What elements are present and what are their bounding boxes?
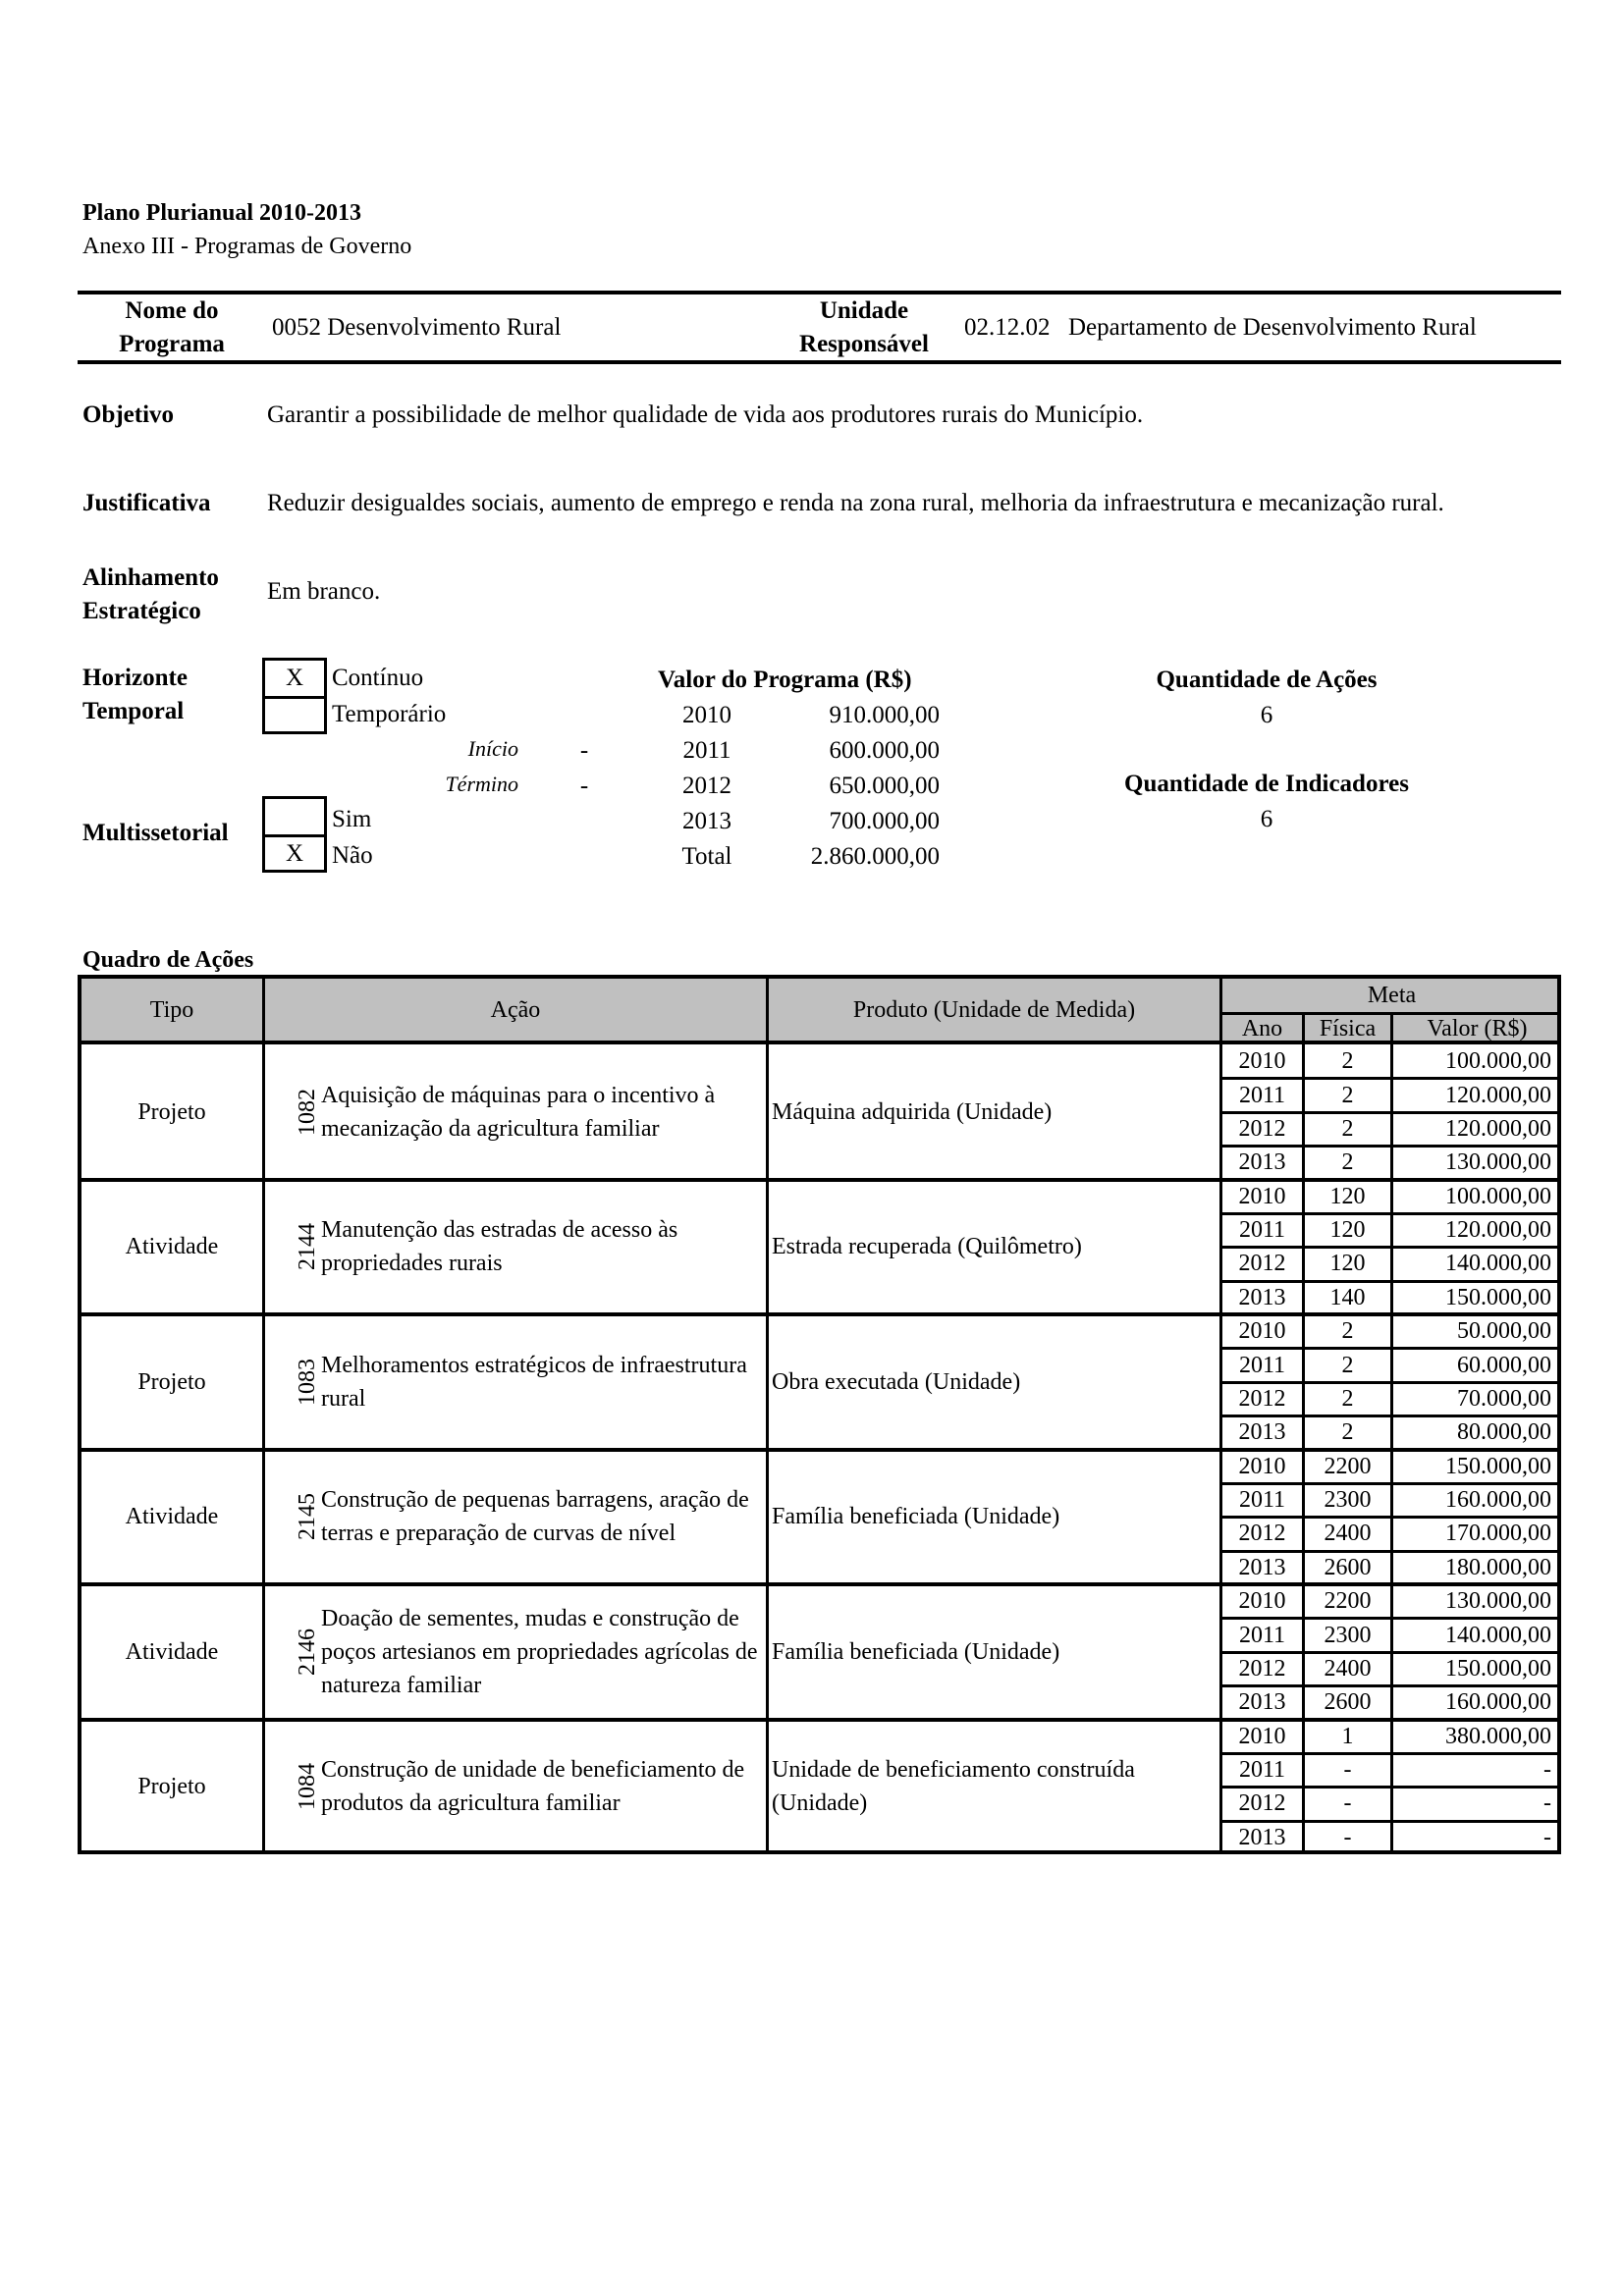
action-product: Família beneficiada (Unidade) <box>772 1638 1060 1665</box>
meta-value: 50.000,00 <box>1457 1318 1551 1345</box>
responsible-unit-label: Unidade Responsável <box>799 297 929 357</box>
program-value-total-amount: 2.860.000,00 <box>810 843 940 870</box>
program-value-year: 2011 <box>682 737 731 764</box>
meta-year: 2011 <box>1238 1352 1286 1378</box>
meta-value: 130.000,00 <box>1445 1149 1551 1176</box>
action-description: Construção de unidade de beneficiamento de produtos da agricultura familiar <box>321 1757 745 1817</box>
meta-physical: 2200 <box>1324 1453 1372 1479</box>
meta-year: 2012 <box>1238 1521 1286 1547</box>
indicators-count-value: 6 <box>1260 806 1273 832</box>
program-value-amount: 910.000,00 <box>829 702 940 728</box>
program-value-year: 2013 <box>682 808 731 834</box>
actions-count-label: Quantidade de Ações <box>1156 667 1378 693</box>
meta-year: 2013 <box>1238 1554 1286 1580</box>
action-code: 2145 <box>295 1493 320 1541</box>
action-code: 1083 <box>295 1358 320 1406</box>
action-description: Aquisição de máquinas para o incentivo à mecanização da agricultura familiar <box>321 1082 716 1142</box>
action-description: Doação de sementes, mudas e construção de poços artesianos em propriedades agrícolas de natureza familiar <box>321 1605 758 1698</box>
meta-value: 120.000,00 <box>1445 1217 1551 1244</box>
program-value-total-label: Total <box>681 843 732 870</box>
multisectoral-label: Multissetorial <box>82 820 229 846</box>
meta-year: 2013 <box>1238 1419 1286 1446</box>
meta-value: - <box>1543 1757 1551 1784</box>
meta-value: 150.000,00 <box>1445 1453 1551 1479</box>
program-value-amount: 600.000,00 <box>829 737 940 764</box>
meta-value: 100.000,00 <box>1445 1183 1551 1209</box>
meta-value: 70.000,00 <box>1457 1385 1551 1412</box>
action-description: Manutenção das estradas de acesso às propriedades rurais <box>321 1217 678 1277</box>
program-value-year: 2010 <box>682 702 731 728</box>
program-value-year: 2012 <box>682 773 731 799</box>
meta-value: - <box>1543 1824 1551 1850</box>
meta-physical: 120 <box>1329 1217 1366 1244</box>
meta-physical: 2 <box>1341 1115 1354 1142</box>
meta-year: 2011 <box>1238 1757 1286 1784</box>
meta-year: 2010 <box>1238 1183 1286 1209</box>
meta-physical: 2400 <box>1324 1655 1372 1682</box>
objective-value: Garantir a possibilidade de melhor qualidade de vida aos produtores rurais do Município. <box>267 401 1144 428</box>
meta-physical: - <box>1343 1790 1352 1817</box>
action-product: Estrada recuperada (Quilômetro) <box>772 1234 1082 1260</box>
no-option-label: Não <box>332 842 373 869</box>
column-header-meta: Meta <box>1367 983 1417 1008</box>
meta-physical: 2300 <box>1324 1487 1372 1514</box>
meta-value: 170.000,00 <box>1445 1521 1551 1547</box>
column-header-fisica: Física <box>1319 1016 1377 1041</box>
action-type: Projeto <box>137 1368 206 1395</box>
meta-value: 130.000,00 <box>1445 1588 1551 1615</box>
time-horizon-checkbox-group <box>262 658 327 734</box>
meta-year: 2011 <box>1238 1082 1286 1108</box>
meta-physical: 2400 <box>1324 1521 1372 1547</box>
yes-option-label: Sim <box>332 806 372 832</box>
column-header-tipo: Tipo <box>149 997 194 1023</box>
action-product: Obra executada (Unidade) <box>772 1368 1021 1395</box>
meta-year: 2011 <box>1238 1487 1286 1514</box>
start-label: Início <box>467 736 518 761</box>
program-value-amount: 700.000,00 <box>829 808 940 834</box>
meta-year: 2010 <box>1238 1318 1286 1345</box>
meta-value: 160.000,00 <box>1445 1487 1551 1514</box>
meta-year: 2010 <box>1238 1588 1286 1615</box>
column-header-ano: Ano <box>1241 1016 1283 1041</box>
meta-physical: 140 <box>1329 1284 1366 1310</box>
action-description: Melhoramentos estratégicos de infraestrutura rural <box>321 1352 747 1412</box>
strategic-alignment-label: Alinhamento Estratégico <box>82 564 219 624</box>
meta-value: 120.000,00 <box>1445 1082 1551 1108</box>
meta-year: 2013 <box>1238 1689 1286 1716</box>
program-value-amount: 650.000,00 <box>829 773 940 799</box>
meta-physical: 2 <box>1341 1082 1354 1108</box>
temporary-checkbox[interactable] <box>265 696 324 731</box>
continuous-option-label: Contínuo <box>332 665 424 691</box>
actions-table-title: Quadro de Ações <box>82 947 254 973</box>
action-code: 1082 <box>295 1088 320 1136</box>
meta-value: 160.000,00 <box>1445 1689 1551 1716</box>
action-type: Projeto <box>137 1098 206 1125</box>
meta-physical: 2600 <box>1324 1689 1372 1716</box>
action-product: Unidade de beneficiamento construída (Unidade) <box>772 1757 1135 1817</box>
responsible-unit-value: Departamento de Desenvolvimento Rural <box>1068 314 1477 341</box>
no-checkbox[interactable]: X <box>265 834 324 870</box>
meta-year: 2013 <box>1238 1284 1286 1310</box>
justification-value: Reduzir desigualdes sociais, aumento de emprego e renda na zona rural, melhoria da infraestrutura e mecanização rural. <box>267 490 1444 516</box>
meta-value: 80.000,00 <box>1457 1419 1551 1446</box>
meta-value: 60.000,00 <box>1457 1352 1551 1378</box>
end-label: Término <box>445 772 518 796</box>
meta-year: 2012 <box>1238 1790 1286 1817</box>
meta-physical: 2200 <box>1324 1588 1372 1615</box>
start-value: - <box>579 737 589 764</box>
action-product: Máquina adquirida (Unidade) <box>772 1098 1053 1125</box>
column-header-valor: Valor (R$) <box>1427 1016 1528 1041</box>
responsible-unit-code: 02.12.02 <box>964 314 1051 341</box>
document-subtitle: Anexo III - Programas de Governo <box>82 234 412 259</box>
temporary-option-label: Temporário <box>332 701 447 727</box>
action-code: 1084 <box>295 1763 320 1811</box>
yes-checkbox[interactable] <box>265 799 324 834</box>
meta-year: 2012 <box>1238 1251 1286 1277</box>
action-type: Atividade <box>125 1638 219 1665</box>
meta-physical: 2 <box>1341 1149 1354 1176</box>
meta-value: 380.000,00 <box>1445 1723 1551 1749</box>
continuous-checkbox[interactable]: X <box>285 665 304 691</box>
program-name-label: Nome do Programa <box>119 297 225 357</box>
action-product: Família beneficiada (Unidade) <box>772 1504 1060 1530</box>
multisectoral-checkbox-group <box>262 796 327 873</box>
document-title: Plano Plurianual 2010-2013 <box>82 200 362 226</box>
action-type: Projeto <box>137 1774 206 1800</box>
meta-value: 150.000,00 <box>1445 1655 1551 1682</box>
meta-physical: - <box>1343 1824 1352 1850</box>
meta-value: 140.000,00 <box>1445 1251 1551 1277</box>
actions-count-value: 6 <box>1260 702 1273 728</box>
meta-value: 100.000,00 <box>1445 1048 1551 1075</box>
meta-value: - <box>1543 1790 1551 1817</box>
meta-year: 2012 <box>1238 1655 1286 1682</box>
actions-table <box>78 975 1561 1854</box>
program-value-heading: Valor do Programa (R$) <box>658 667 912 693</box>
meta-value: 150.000,00 <box>1445 1284 1551 1310</box>
meta-year: 2011 <box>1238 1217 1286 1244</box>
meta-year: 2010 <box>1238 1453 1286 1479</box>
meta-physical: 1 <box>1341 1723 1354 1749</box>
meta-physical: 2 <box>1341 1048 1354 1075</box>
meta-physical: 2 <box>1341 1385 1354 1412</box>
program-name-value: 0052 Desenvolvimento Rural <box>272 314 562 341</box>
meta-physical: 2 <box>1341 1318 1354 1345</box>
action-type: Atividade <box>125 1234 219 1260</box>
meta-physical: 2 <box>1341 1419 1354 1446</box>
action-code: 2144 <box>295 1223 320 1271</box>
meta-physical: 120 <box>1329 1183 1366 1209</box>
meta-value: 140.000,00 <box>1445 1622 1551 1648</box>
meta-physical: 120 <box>1329 1251 1366 1277</box>
action-type: Atividade <box>125 1504 219 1530</box>
strategic-alignment-value: Em branco. <box>267 578 381 605</box>
action-code: 2146 <box>295 1628 320 1676</box>
end-value: - <box>579 773 589 799</box>
meta-year: 2012 <box>1238 1115 1286 1142</box>
meta-physical: - <box>1343 1757 1352 1784</box>
meta-year: 2012 <box>1238 1385 1286 1412</box>
meta-year: 2013 <box>1238 1149 1286 1176</box>
objective-label: Objetivo <box>82 401 175 428</box>
time-horizon-label: Horizonte Temporal <box>82 665 188 724</box>
meta-physical: 2600 <box>1324 1554 1372 1580</box>
column-header-acao: Ação <box>490 997 541 1023</box>
meta-year: 2013 <box>1238 1824 1286 1850</box>
justification-label: Justificativa <box>82 490 211 516</box>
meta-physical: 2 <box>1341 1352 1354 1378</box>
action-description: Construção de pequenas barragens, aração de terras e preparação de curvas de nível <box>321 1487 749 1547</box>
meta-year: 2011 <box>1238 1622 1286 1648</box>
meta-value: 120.000,00 <box>1445 1115 1551 1142</box>
meta-physical: 2300 <box>1324 1622 1372 1648</box>
meta-value: 180.000,00 <box>1445 1554 1551 1580</box>
meta-year: 2010 <box>1238 1723 1286 1749</box>
meta-year: 2010 <box>1238 1048 1286 1075</box>
column-header-produto: Produto (Unidade de Medida) <box>852 997 1136 1023</box>
indicators-count-label: Quantidade de Indicadores <box>1124 771 1409 797</box>
